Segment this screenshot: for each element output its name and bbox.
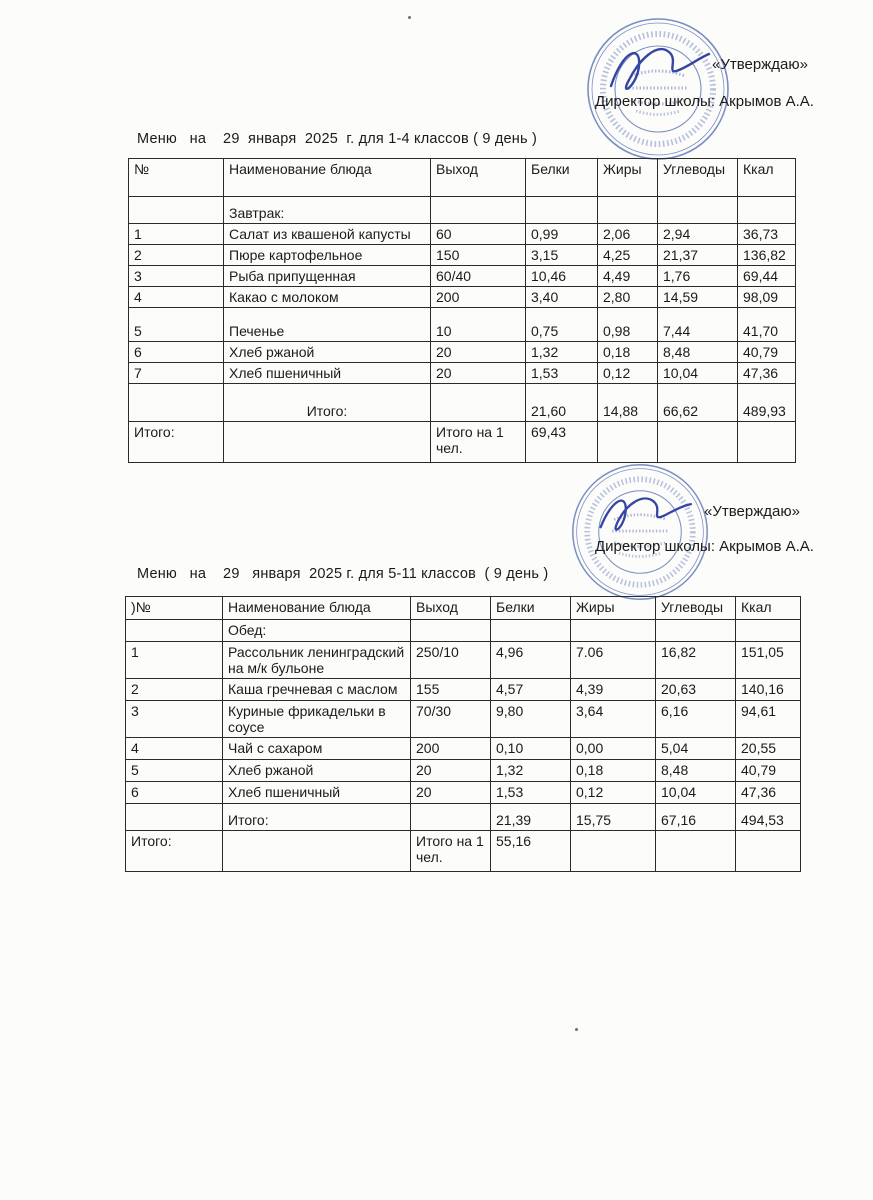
table-row: [126, 701, 801, 738]
table-cell: 6: [129, 342, 224, 363]
column-header: Наименование блюда: [223, 597, 411, 620]
table-cell: 0,18: [571, 760, 656, 782]
school-stamp: [583, 14, 733, 164]
table-cell: [491, 620, 571, 642]
table-cell: 4,96: [491, 642, 571, 679]
table-cell: 1,53: [526, 363, 598, 384]
table-cell: [224, 422, 431, 463]
table-cell: 15,75: [571, 804, 656, 831]
table-cell: 8,48: [658, 342, 738, 363]
table-row: [129, 363, 796, 384]
table-row: [126, 738, 801, 760]
table-row: [129, 197, 796, 224]
column-header: Белки: [526, 159, 598, 197]
table-cell: [658, 197, 738, 224]
table-cell: 3: [126, 701, 223, 738]
table-cell: 4,39: [571, 679, 656, 701]
table-row: [129, 266, 796, 287]
table-cell: Итого:: [223, 804, 411, 831]
table-cell: 36,73: [738, 224, 796, 245]
table-cell: Завтрак:: [224, 197, 431, 224]
table-row: [126, 782, 801, 804]
table-cell: 14,88: [598, 384, 658, 422]
table-cell: Хлеб пшеничный: [224, 363, 431, 384]
table-cell: 2,06: [598, 224, 658, 245]
column-header: Углеводы: [658, 159, 738, 197]
table-cell: Итого:: [126, 831, 223, 872]
table-cell: [656, 831, 736, 872]
table-cell: [126, 620, 223, 642]
table-cell: [738, 422, 796, 463]
table-row: [129, 245, 796, 266]
table-cell: [129, 197, 224, 224]
table-cell: 0,00: [571, 738, 656, 760]
director-line: Директор школы: Акрымов А.А.: [595, 538, 814, 555]
table-cell: 3,15: [526, 245, 598, 266]
table-cell: 1,32: [491, 760, 571, 782]
table-cell: Какао с молоком: [224, 287, 431, 308]
table-cell: 1: [126, 642, 223, 679]
column-header: Выход: [431, 159, 526, 197]
table-cell: Рыба припущенная: [224, 266, 431, 287]
table-cell: 21,60: [526, 384, 598, 422]
table-cell: 8,48: [656, 760, 736, 782]
table-cell: Пюре картофельное: [224, 245, 431, 266]
table-cell: 9,80: [491, 701, 571, 738]
table-cell: 1,76: [658, 266, 738, 287]
table-cell: 60: [431, 224, 526, 245]
table-cell: 21,37: [658, 245, 738, 266]
table-cell: [431, 384, 526, 422]
table-cell: 2: [126, 679, 223, 701]
column-header: Ккал: [736, 597, 801, 620]
table-cell: 1,53: [491, 782, 571, 804]
table-cell: 14,59: [658, 287, 738, 308]
approval-word: «Утверждаю»: [704, 503, 800, 520]
table-row: [126, 642, 801, 679]
table-cell: 47,36: [736, 782, 801, 804]
table-cell: 3: [129, 266, 224, 287]
table-cell: [656, 620, 736, 642]
menu-title-grades-1-4: Меню на 29 января 2025 г. для 1-4 классов ( 9 день ): [137, 131, 537, 147]
table-cell: Итого:: [224, 384, 431, 422]
header-row: [129, 159, 796, 197]
table-cell: Итого:: [129, 422, 224, 463]
director-signature: [611, 49, 709, 89]
table-cell: 200: [431, 287, 526, 308]
table-cell: Печенье: [224, 308, 431, 342]
table-cell: [738, 197, 796, 224]
table-cell: 20: [431, 363, 526, 384]
table-cell: 41,70: [738, 308, 796, 342]
column-header: Ккал: [738, 159, 796, 197]
table-cell: 21,39: [491, 804, 571, 831]
table-cell: 40,79: [736, 760, 801, 782]
menu-table-grades-1-4: [128, 158, 796, 463]
table-row: [129, 308, 796, 342]
column-header: Наименование блюда: [224, 159, 431, 197]
column-header: Углеводы: [656, 597, 736, 620]
table-row: [129, 287, 796, 308]
header-row: [126, 597, 801, 620]
table-cell: [598, 422, 658, 463]
table-row: [126, 679, 801, 701]
table-cell: 6: [126, 782, 223, 804]
table-cell: [571, 831, 656, 872]
table-cell: Хлеб ржаной: [223, 760, 411, 782]
column-header: )№: [126, 597, 223, 620]
table-cell: Куриные фрикадельки в соусе: [223, 701, 411, 738]
table-cell: 0,98: [598, 308, 658, 342]
table-cell: Салат из квашеной капусты: [224, 224, 431, 245]
table-row: [129, 422, 796, 463]
menu-table-grades-5-11: [125, 596, 801, 872]
table-cell: [658, 422, 738, 463]
table-cell: 66,62: [658, 384, 738, 422]
table-row: [126, 760, 801, 782]
table-cell: 4: [129, 287, 224, 308]
table-cell: 1,32: [526, 342, 598, 363]
column-header: Жиры: [598, 159, 658, 197]
table-cell: 10,04: [658, 363, 738, 384]
table-cell: 40,79: [738, 342, 796, 363]
table-cell: 494,53: [736, 804, 801, 831]
table-cell: 5: [129, 308, 224, 342]
table-cell: 69,43: [526, 422, 598, 463]
table-cell: Хлеб пшеничный: [223, 782, 411, 804]
table-cell: 10,04: [656, 782, 736, 804]
approval-word: «Утверждаю»: [712, 56, 808, 73]
table-cell: Хлеб ржаной: [224, 342, 431, 363]
table-cell: 4,25: [598, 245, 658, 266]
table-cell: 94,61: [736, 701, 801, 738]
table-cell: 98,09: [738, 287, 796, 308]
table-cell: Итого на 1 чел.: [431, 422, 526, 463]
table-cell: 20,63: [656, 679, 736, 701]
table-cell: [431, 197, 526, 224]
table-cell: [598, 197, 658, 224]
table-cell: 200: [411, 738, 491, 760]
column-header: Жиры: [571, 597, 656, 620]
table-cell: 1: [129, 224, 224, 245]
table-cell: 20: [411, 782, 491, 804]
column-header: №: [129, 159, 224, 197]
table-cell: 155: [411, 679, 491, 701]
table-cell: Каша гречневая с маслом: [223, 679, 411, 701]
table-cell: 7,44: [658, 308, 738, 342]
table-cell: Итого на 1 чел.: [411, 831, 491, 872]
column-header: Белки: [491, 597, 571, 620]
table-cell: 20: [431, 342, 526, 363]
table-cell: 5: [126, 760, 223, 782]
table-cell: 55,16: [491, 831, 571, 872]
table-row: [126, 620, 801, 642]
scan-speck: [408, 16, 411, 19]
table-cell: 4,49: [598, 266, 658, 287]
table-row: [129, 342, 796, 363]
table-cell: 0,75: [526, 308, 598, 342]
table-cell: 0,18: [598, 342, 658, 363]
table-cell: 140,16: [736, 679, 801, 701]
table-cell: 47,36: [738, 363, 796, 384]
table-cell: 0,10: [491, 738, 571, 760]
table-cell: [571, 620, 656, 642]
table-cell: [736, 620, 801, 642]
table-cell: 4: [126, 738, 223, 760]
table-cell: Чай с сахаром: [223, 738, 411, 760]
table-cell: 136,82: [738, 245, 796, 266]
table-cell: 10,46: [526, 266, 598, 287]
table-cell: 4,57: [491, 679, 571, 701]
table-cell: [526, 197, 598, 224]
table-cell: [126, 804, 223, 831]
table-cell: [411, 804, 491, 831]
table-cell: Рассольник ленинградский на м/к бульоне: [223, 642, 411, 679]
table-cell: Обед:: [223, 620, 411, 642]
table-cell: 7.06: [571, 642, 656, 679]
table-cell: [129, 384, 224, 422]
table-cell: 150: [431, 245, 526, 266]
table-cell: 0,12: [571, 782, 656, 804]
table-cell: 60/40: [431, 266, 526, 287]
table-cell: 3,64: [571, 701, 656, 738]
table-cell: 489,93: [738, 384, 796, 422]
table-cell: 2: [129, 245, 224, 266]
table-cell: 69,44: [738, 266, 796, 287]
table-cell: 0,99: [526, 224, 598, 245]
table-cell: [736, 831, 801, 872]
table-cell: 20,55: [736, 738, 801, 760]
table-cell: 16,82: [656, 642, 736, 679]
scan-speck: [575, 1028, 578, 1031]
table-cell: [411, 620, 491, 642]
table-cell: 2,94: [658, 224, 738, 245]
director-line: Директор школы: Акрымов А.А.: [595, 93, 814, 110]
table-row: [129, 224, 796, 245]
school-stamp: [568, 460, 712, 604]
table-cell: 0,12: [598, 363, 658, 384]
table-cell: 5,04: [656, 738, 736, 760]
table-cell: 67,16: [656, 804, 736, 831]
table-cell: 2,80: [598, 287, 658, 308]
table-cell: 20: [411, 760, 491, 782]
table-cell: 6,16: [656, 701, 736, 738]
column-header: Выход: [411, 597, 491, 620]
table-cell: 151,05: [736, 642, 801, 679]
table-cell: 3,40: [526, 287, 598, 308]
table-row: [126, 831, 801, 872]
table-cell: [223, 831, 411, 872]
table-cell: 7: [129, 363, 224, 384]
table-cell: 70/30: [411, 701, 491, 738]
table-row: [129, 384, 796, 422]
table-cell: 250/10: [411, 642, 491, 679]
table-cell: 10: [431, 308, 526, 342]
menu-title-grades-5-11: Меню на 29 января 2025 г. для 5-11 классов ( 9 день ): [137, 566, 549, 582]
table-row: [126, 804, 801, 831]
